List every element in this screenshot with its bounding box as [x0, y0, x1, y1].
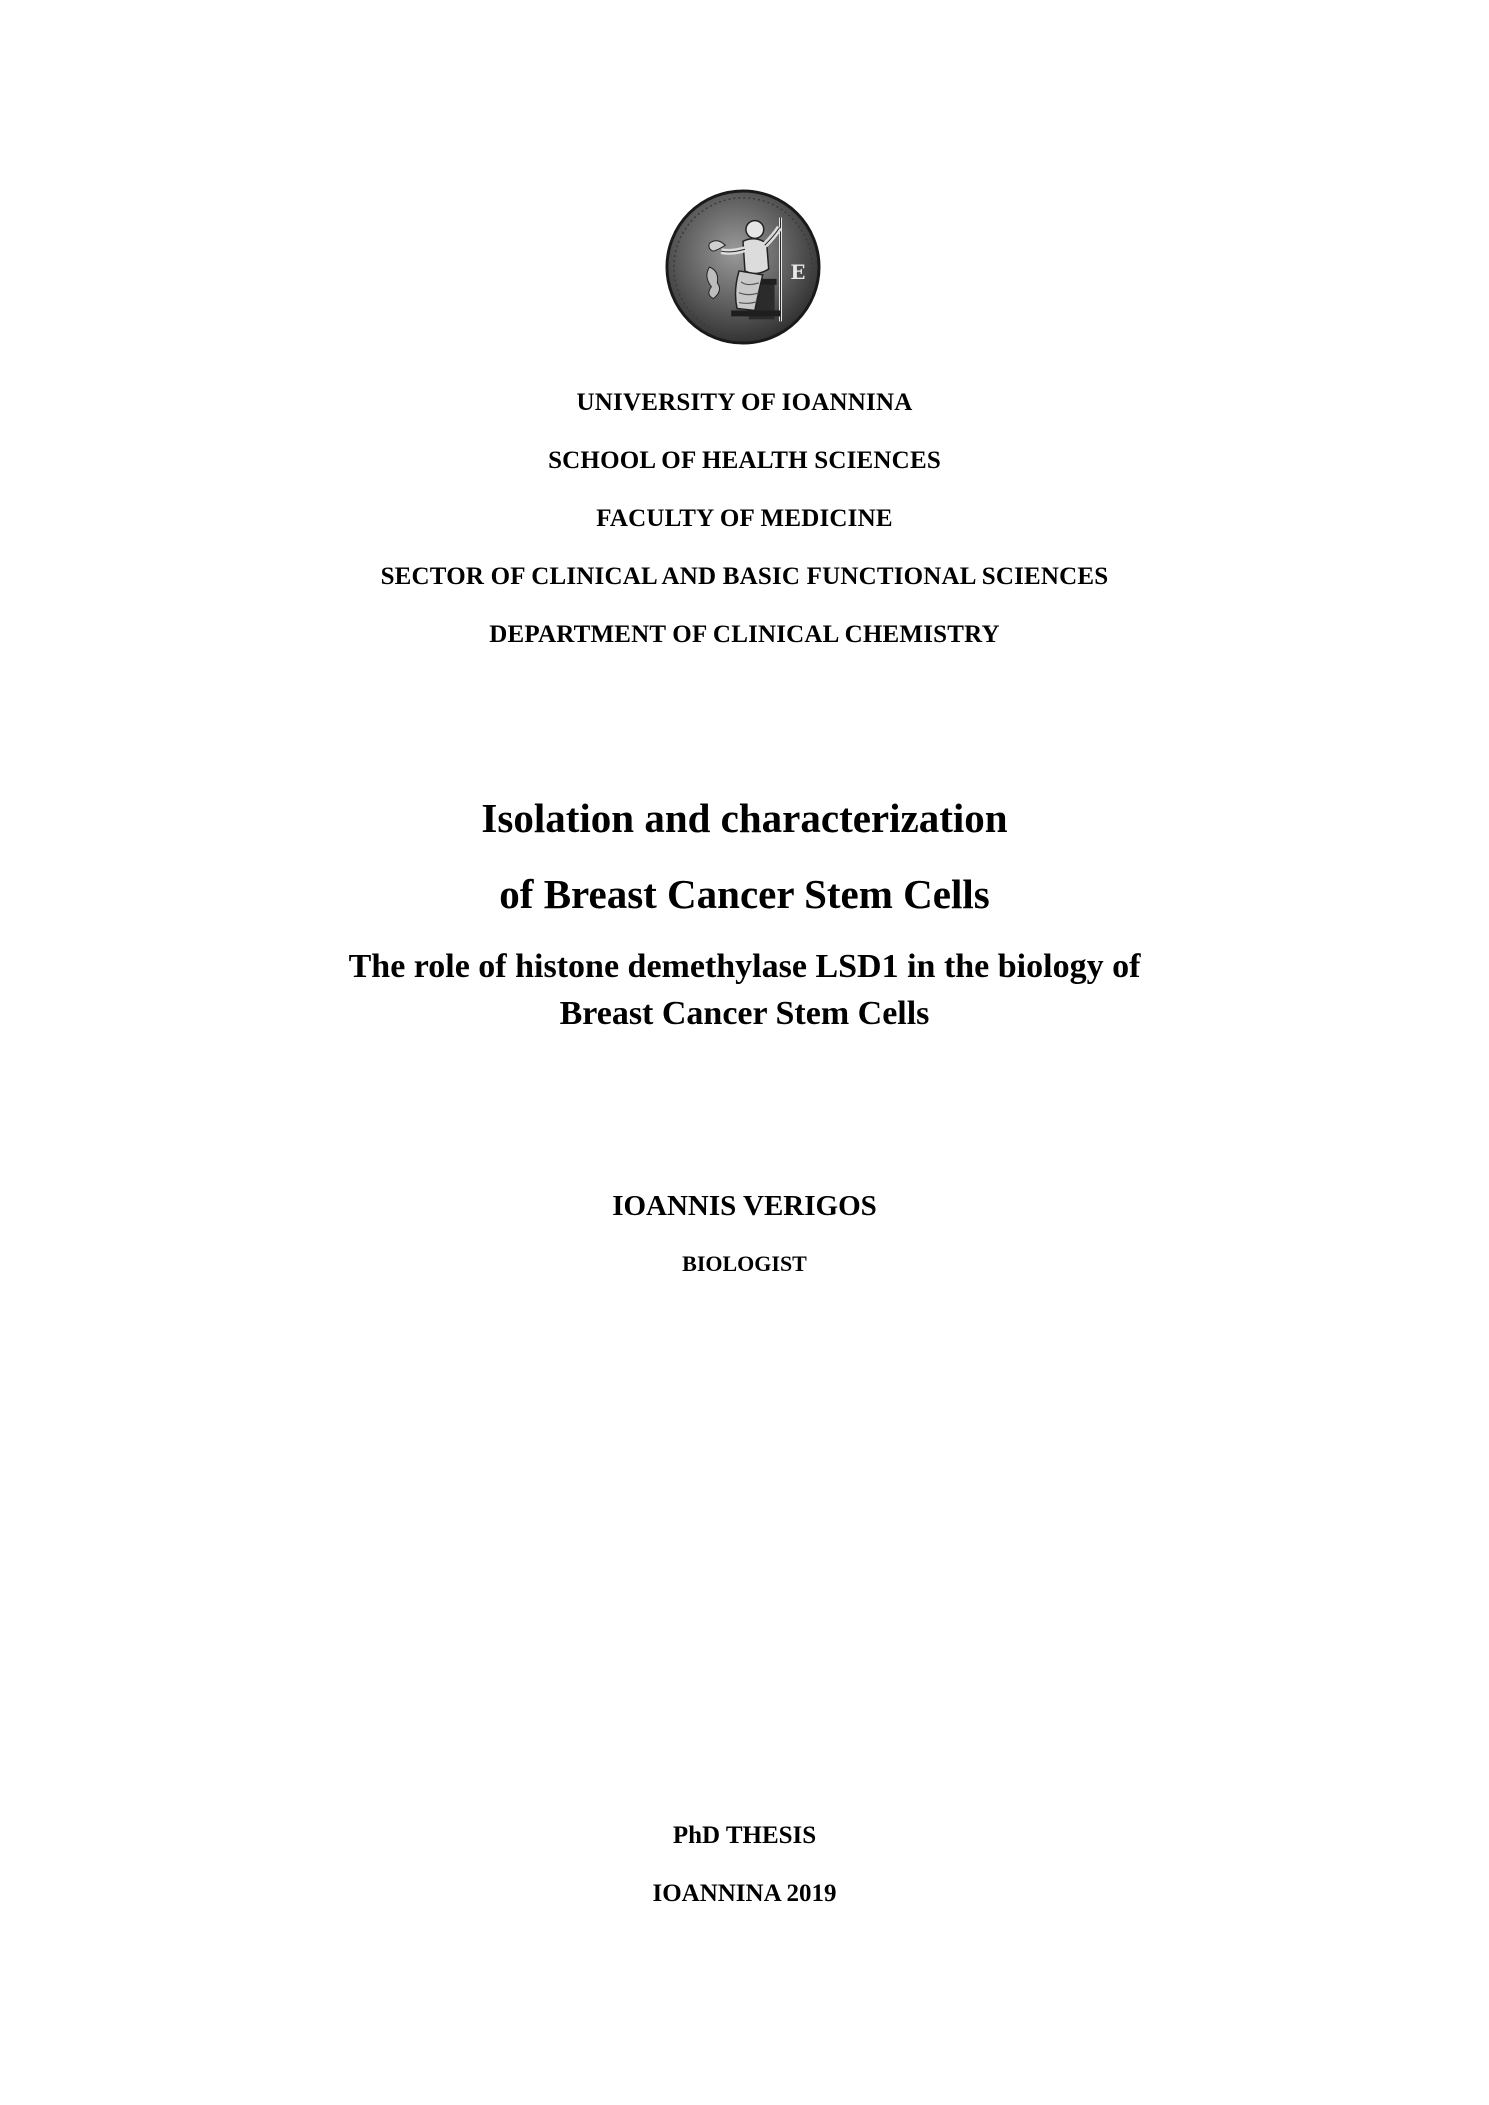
thesis-title-line-2: of Breast Cancer Stem Cells — [499, 871, 990, 917]
thesis-subtitle-line-1: The role of histone demethylase LSD1 in the biology of — [348, 948, 1141, 985]
sector-name: SECTOR OF CLINICAL AND BASIC FUNCTIONAL SCIENCES — [380, 563, 1109, 590]
thesis-subtitle-line-2: Breast Cancer Stem Cells — [559, 995, 930, 1032]
thesis-type: PhD THESIS — [672, 1822, 817, 1849]
university-name: UNIVERSITY OF IOANNINA — [576, 389, 913, 416]
author-name: IOANNIS VERIGOS — [612, 1190, 877, 1222]
department-name: DEPARTMENT OF CLINICAL CHEMISTRY — [489, 621, 1000, 648]
faculty-name: FACULTY OF MEDICINE — [596, 505, 893, 532]
school-name: SCHOOL OF HEALTH SCIENCES — [548, 447, 941, 474]
svg-text:Ε: Ε — [790, 259, 806, 284]
place-year: IOANNINA 2019 — [652, 1880, 837, 1907]
author-role: BIOLOGIST — [682, 1251, 807, 1276]
university-coin-seal-icon — [664, 188, 822, 346]
thesis-title-line-1: Isolation and characterization — [481, 795, 1008, 841]
